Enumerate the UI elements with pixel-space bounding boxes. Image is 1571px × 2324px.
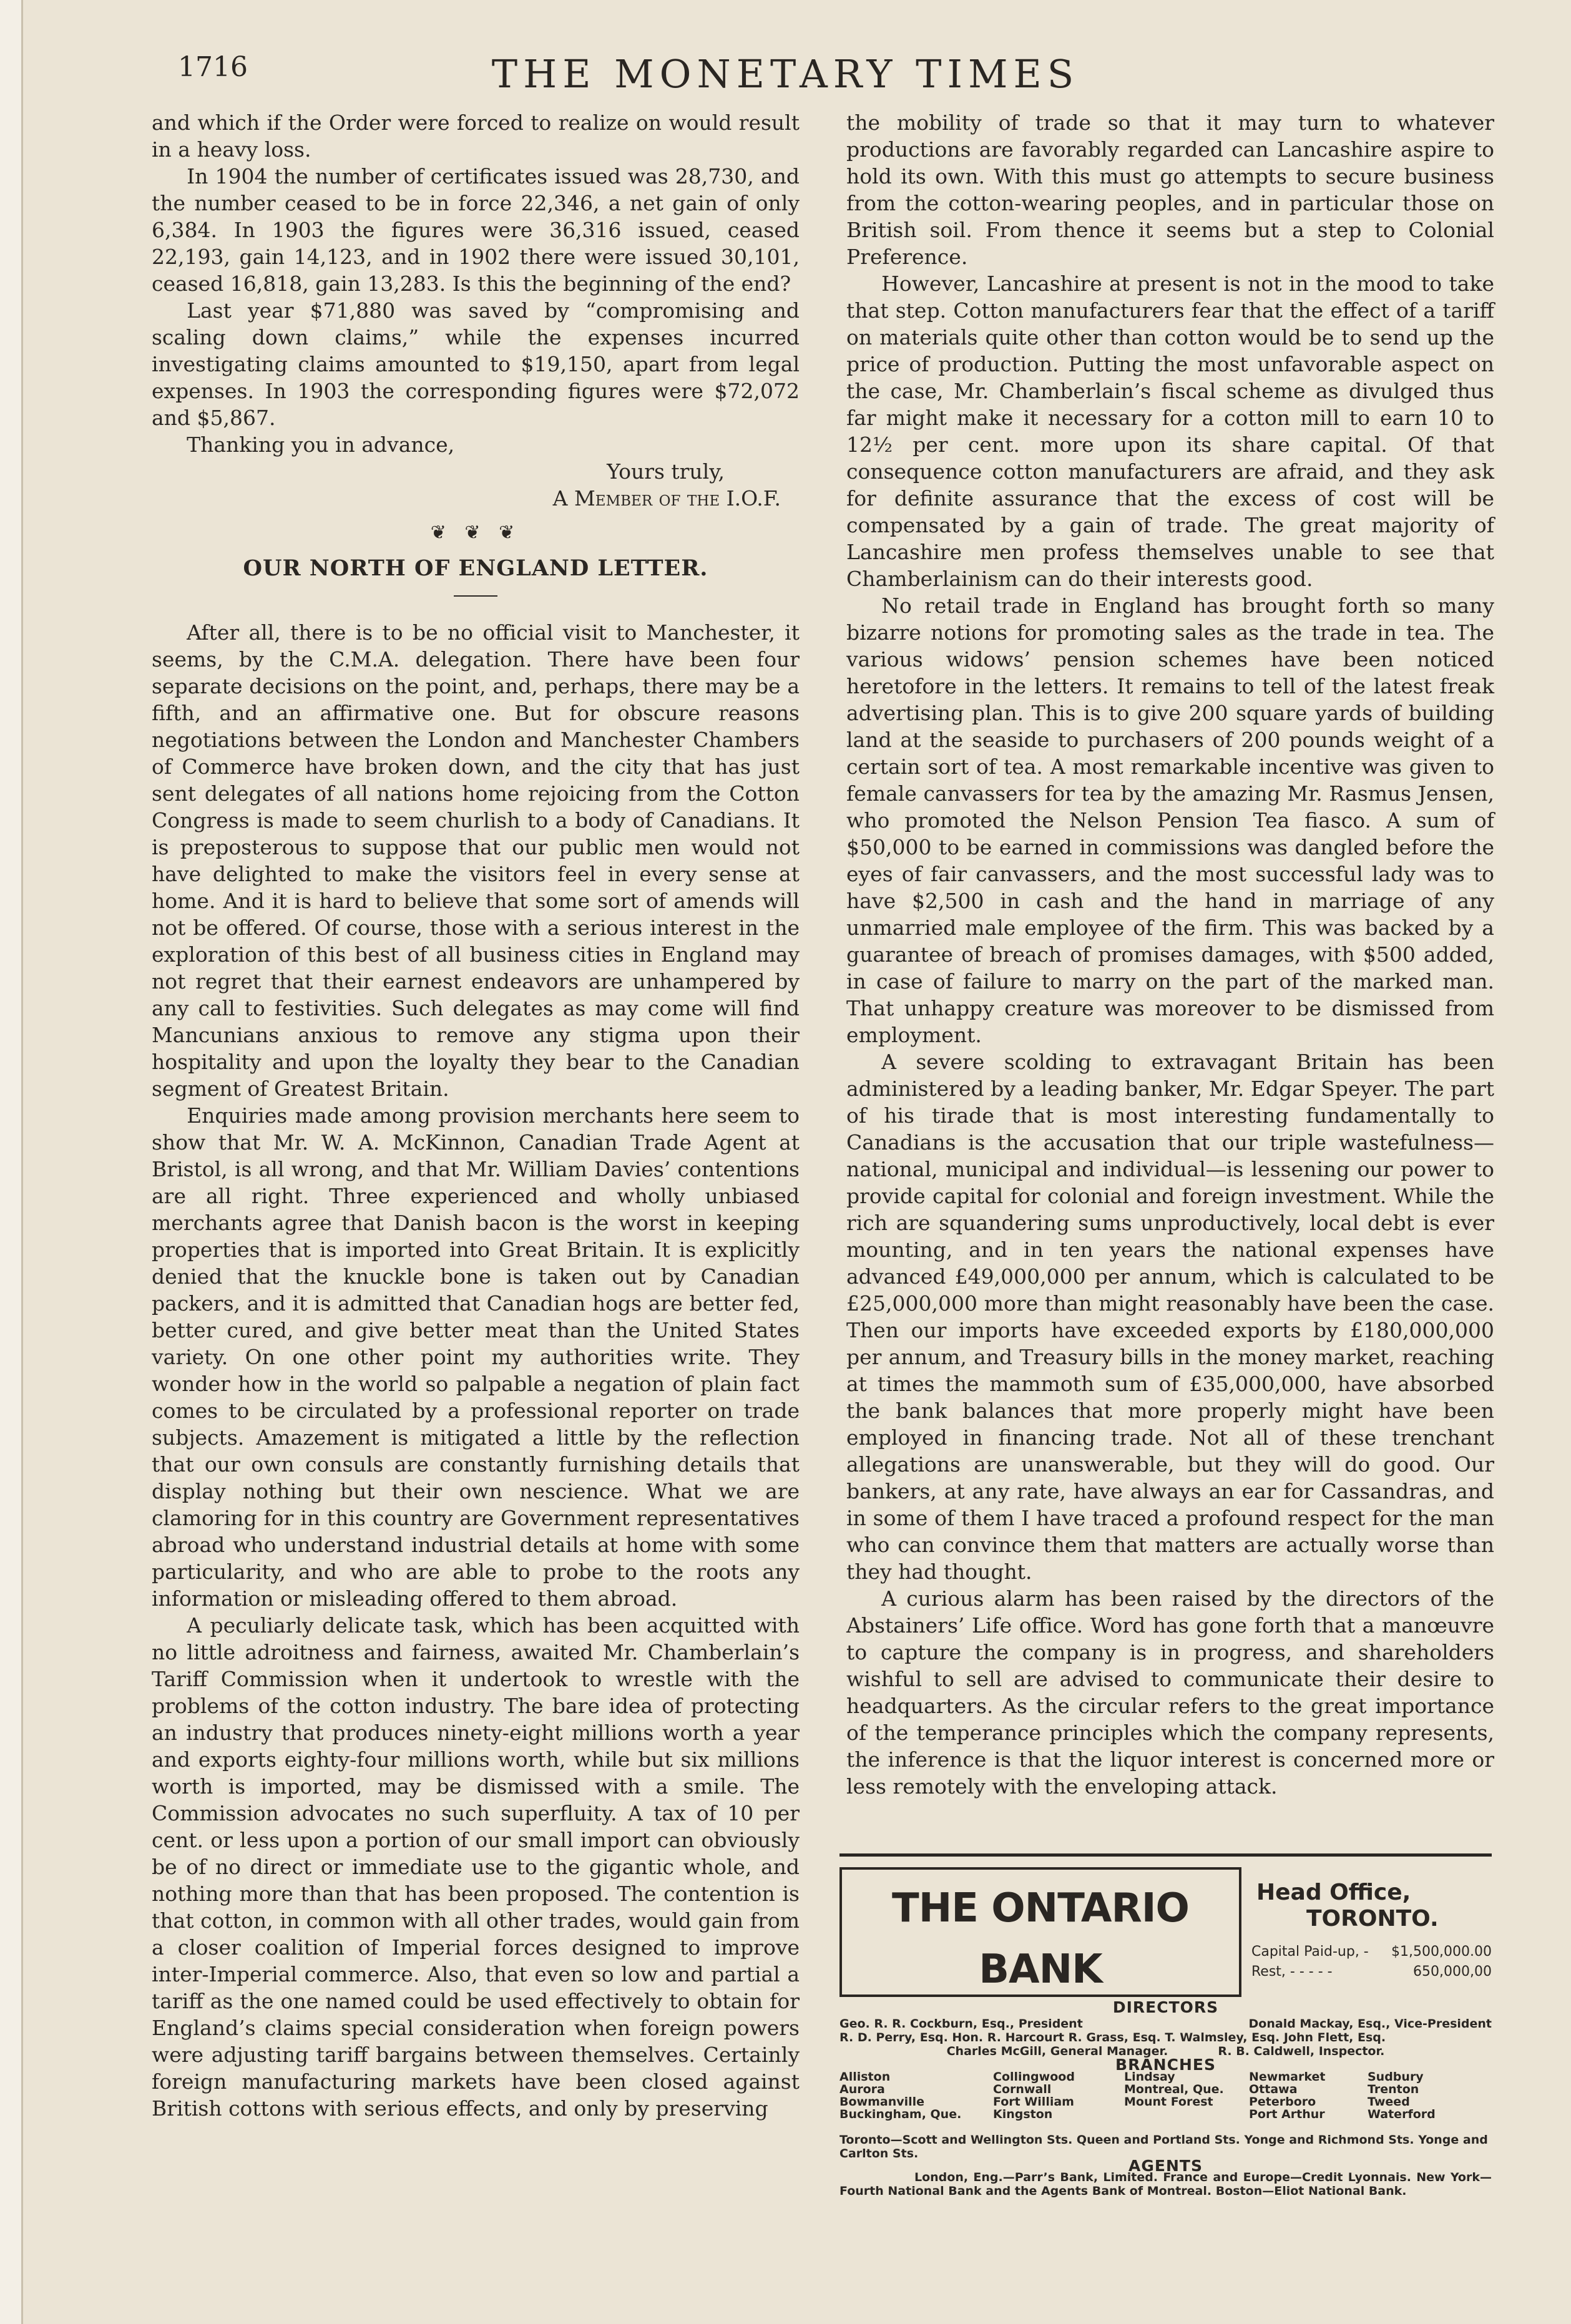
branch-name: Sudbury bbox=[1368, 2070, 1424, 2084]
article-paragraph: the mobility of trade so that it may turn to whatever productions are favorably regarded can Lancashire aspire to hold its own. With this must go attempts to secure business from the cotton-wearing peoples, and in particular those on British soil. From thence it seems but a step to Colonial Preference. bbox=[846, 110, 1494, 269]
bank-name-box bbox=[839, 1867, 1241, 1997]
page-number: 1716 bbox=[178, 51, 248, 83]
bank-name-line: BANK bbox=[979, 1946, 1102, 1993]
letter-signature: A Member of the I.O.F. bbox=[552, 486, 781, 510]
branches-grid bbox=[839, 2071, 1492, 2121]
ornament-divider: ❦ ❦ ❦ bbox=[430, 522, 521, 544]
directors-row bbox=[839, 2017, 1492, 2031]
article-paragraph: A curious alarm has been raised by the directors of the Abstainers’ Life office. Word has gone forth that a manœuvre to capture the company is in progress, and shareholders wishful to sell are advised to communicate their desire to headquarters. As the circular refers to the great importance of the temperance principles which the company represents, the inference is that the liquor interest is concerned more or less remotely with the enveloping attack. bbox=[846, 1586, 1494, 1799]
general-manager: Charles McGill, General Manager. bbox=[946, 2044, 1168, 2058]
directors-list bbox=[839, 2017, 1492, 2058]
branch-name: Waterford bbox=[1368, 2107, 1436, 2121]
head-office-city: TORONTO. bbox=[1306, 1906, 1439, 1931]
branch-name: Cornwall bbox=[993, 2082, 1052, 2096]
advertisement-rule bbox=[839, 1853, 1492, 1857]
branch-name: Aurora bbox=[839, 2082, 885, 2096]
rest-value: 650,000,00 bbox=[1413, 1964, 1492, 1980]
bank-advertisement bbox=[839, 1867, 1492, 2217]
branch-name: Newmarket bbox=[1249, 2070, 1326, 2084]
branch-name: Kingston bbox=[993, 2107, 1053, 2121]
article-paragraph: After all, there is to be no official visit to Manchester, it seems, by the C.M.A. delegation. There have been four separate decisions on the point, and, perhaps, there may be a fifth, and an affirmative one. But for obscure reasons negotiations between the London and Manchester Chambers of Commerce have broken down, and the city that has just sent delegates of all nations home rejoicing from the Cotton Congress is made to seem churlish to a body of Canadians. It is preposterous to suppose that our public men would not have delighted to make the visitors feel in every sense at home. And it is hard to believe that some sort of amends will not be offered. Of course, those with a serious interest in the exploration of this best of all business cities in England may not regret that their earnest endeavors are unhampered by any call to festivities. Such delegates as may come will find Mancunians anxious to remove any stigma upon their hospitality and upon the loyalty they bear to the Canadian segment of Greatest Britain. bbox=[152, 620, 800, 1101]
page-edge bbox=[0, 0, 23, 2324]
branch-name: Collingwood bbox=[993, 2070, 1075, 2084]
rest-label: Rest, - - - - - bbox=[1251, 1964, 1333, 1980]
branches-heading: BRANCHES bbox=[1115, 2056, 1216, 2074]
branch-name: Trenton bbox=[1368, 2082, 1419, 2096]
head-office-label: Head Office, bbox=[1256, 1880, 1411, 1905]
directors-row bbox=[839, 2031, 1492, 2044]
branch-name: Peterboro bbox=[1249, 2095, 1316, 2109]
branch-name: Fort William bbox=[993, 2095, 1074, 2109]
article-paragraph: No retail trade in England has brought forth so many bizarre notions for promoting sales as the trade in tea. The various widows’ pension schemes have been noticed heretofore in the letters. It remains to tell of the latest freak advertising plan. This is to give 200 square yards of building land at the seaside to purchasers of 200 pounds weight of a certain sort of tea. A most remarkable incentive was given to female canvassers for tea by the amazing Mr. Rasmus Jensen, who promoted the Nelson Pension Tea fiasco. A sum of $50,000 to be earned in commissions was dangled before the eyes of fair canvassers, and the most successful lady was to have $2,500 in cash and the hand in marriage of any unmarried male employee of the firm. This was backed by a guarantee of breach of promises damages, with $500 added, in case of failure to marry on the part of the marked man. That unhappy creature was moreover to be dismissed from employment. bbox=[846, 593, 1494, 1047]
head-office bbox=[1256, 1880, 1492, 1932]
article-paragraph: A severe scolding to extravagant Britain has been administered by a leading banker, Mr. Edgar Speyer. The part of his tirade that is most interesting fundamentally to Canadians is the accusation that our triple wastefulness—national, municipal and individual—is lessening our power to provide capital for colonial and foreign investment. While the rich are squandering sums unproductively, local debt is ever mounting, and in ten years the national expenses have advanced £49,000,000 per annum, which is calculated to be £25,000,000 more than might reasonably have been the case. Then our imports have exceeded exports by £180,000,000 per annum, and Treasury bills in the money market, reaching at times the mammoth sum of £35,000,000, have absorbed the bank balances that more properly might have been employed in financing trade. Not all of these trenchant allegations are unanswerable, but they will do good. Our bankers, at any rate, have always an ear for Cassandras, and in some of them I have traced a profound respect for the man who can convince them that matters are actually worse than they had thought. bbox=[846, 1050, 1494, 1584]
capital-row bbox=[1251, 1942, 1492, 1962]
heading-rule bbox=[454, 595, 497, 597]
left-column bbox=[152, 109, 800, 2122]
director-name: Donald Mackay, Esq., Vice-President bbox=[1248, 2017, 1492, 2031]
branch-name: Lindsay bbox=[1124, 2070, 1175, 2084]
masthead-title: THE MONETARY TIMES bbox=[491, 51, 1080, 97]
branch-name: Montreal, Que. bbox=[1124, 2082, 1224, 2096]
director-names: R. D. Perry, Esq. Hon. R. Harcourt R. Grass, Esq. T. Walmsley, Esq. John Flett, Esq. bbox=[839, 2031, 1386, 2044]
branch-name: Mount Forest bbox=[1124, 2095, 1213, 2109]
section-title: OUR NORTH OF ENGLAND LETTER. bbox=[243, 555, 708, 581]
letter-paragraph: In 1904 the number of certificates issued was 28,730, and the number ceased to be in force 22,346, a net gain of only 6,384. In 1903 the figures were 36,316 issued, ceased 22,193, gain 14,123, and in 1902 there were issued 30,101, ceased 16,818, gain 13,283. Is this the beginning of the end? bbox=[152, 164, 800, 296]
letter-paragraph: Last year $71,880 was saved by “compromising and scaling down claims,” while the expenses incurred investigating claims amounted to $19,150, apart from legal expenses. In 1903 the corresponding figures were $72,072 and $5,867. bbox=[152, 298, 800, 430]
branch-name: Tweed bbox=[1368, 2095, 1410, 2109]
capital-value: $1,500,000.00 bbox=[1391, 1944, 1492, 1960]
letter-paragraph: and which if the Order were forced to realize on would result in a heavy loss. bbox=[152, 110, 800, 162]
toronto-branches: Toronto—Scott and Wellington Sts. Queen and Portland Sts. Yonge and Richmond Sts. Yonge and Carlton Sts. bbox=[839, 2133, 1488, 2160]
letter-paragraph: Thanking you in advance, bbox=[187, 432, 455, 457]
director-name: Geo. R. R. Cockburn, Esq., President bbox=[839, 2017, 1083, 2031]
bank-name-line: THE ONTARIO bbox=[892, 1885, 1189, 1931]
article-paragraph: A peculiarly delicate task, which has been acquitted with no little adroitness and fairness, awaited Mr. Chamberlain’s Tariff Commission when it undertook to wrestle with the problems of the cotton industry. The bare idea of protecting an industry that produces ninety-eight millions worth a year and exports eighty-four millions worth, while but six millions worth is imported, may be dismissed with a smile. The Commission advocates no such superfluity. A tax of 10 per cent. or less upon a portion of our small import can obviously be of no direct or immediate use to the gigantic whole, and nothing more than that has been proposed. The contention is that cotton, in common with all other trades, would gain from a closer coalition of Imperial forces designed to improve inter-Imperial commerce. Also, that even so low and partial a tariff as the one named could be used effectively to obtain for England’s claims special consideration when foreign powers were adjusting tariff bargains between themselves. Certainly foreign manufacturing markets have been closed against British cottons with serious effects, and only by preserving bbox=[152, 1613, 800, 2121]
branch-name: Port Arthur bbox=[1249, 2107, 1325, 2121]
branch-name: Bowmanville bbox=[839, 2095, 925, 2109]
letter-closing: Yours truly, bbox=[607, 459, 725, 484]
right-column bbox=[846, 109, 1494, 1800]
branch-name: Ottawa bbox=[1249, 2082, 1298, 2096]
inspector: R. B. Caldwell, Inspector. bbox=[1218, 2044, 1385, 2058]
article-paragraph: However, Lancashire at present is not in the mood to take that step. Cotton manufacturers fear that the effect of a tariff on materials quite other than cotton would be to send up the price of production. Putting the most unfavorable aspect on the case, Mr. Chamberlain’s fiscal scheme as divulged thus far might make it necessary for a cotton mill to earn 10 to 12½ per cent. more upon its share capital. Of that consequence cotton manufacturers are afraid, and they ask for definite assurance that the excess of cost will be compensated by a gain of trade. The great majority of Lancashire men profess themselves unable to see that Chamberlainism can do their interests good. bbox=[846, 271, 1494, 591]
branch-name: Alliston bbox=[839, 2070, 891, 2084]
branch-name: Buckingham, Que. bbox=[839, 2107, 962, 2121]
article-paragraph: Enquiries made among provision merchants here seem to show that Mr. W. A. McKinnon, Canadian Trade Agent at Bristol, is all wrong, and that Mr. William Davies’ contentions are all right. Three experienced and wholly unbiased merchants agree that Danish bacon is the worst in keeping properties that is imported into Great Britain. It is explicitly denied that the knuckle bone is taken out by Canadian packers, and it is admitted that Canadian hogs are better fed, better cured, and give better meat than the United States variety. On one other point my authorities write. They wonder how in the world so palpable a negation of plain fact comes to be circulated by a professional reporter on trade subjects. Amazement is mitigated a little by the reflection that our own consuls are constantly furnishing details that display nothing but their own nescience. What we are clamoring for in this country are Government representatives abroad who understand industrial details at home with some particularity, and who are able to probe to the roots any information or misleading offered to them abroad. bbox=[152, 1103, 800, 1611]
capital-label: Capital Paid-up, - bbox=[1251, 1944, 1369, 1960]
agents-heading: AGENTS bbox=[1128, 2157, 1203, 2175]
agents-text: London, Eng.—Parr’s Bank, Limited. France and Europe—Credit Lyonnais. New York—Fourth National Bank and the Agents Bank of Montreal. Boston—Eliot National Bank. bbox=[839, 2170, 1492, 2198]
branch-name bbox=[1124, 2108, 1249, 2121]
directors-heading: DIRECTORS bbox=[1112, 1998, 1219, 2016]
capital-figures bbox=[1251, 1942, 1492, 1982]
rest-row bbox=[1251, 1962, 1492, 1982]
